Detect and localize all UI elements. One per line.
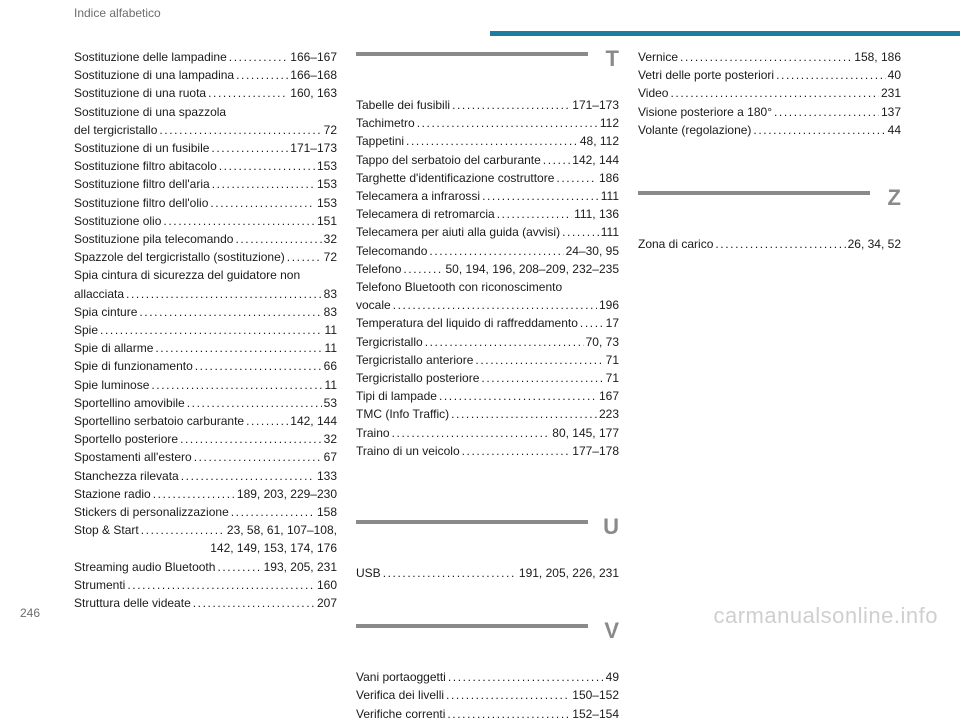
index-term: Temperatura del liquido di raffreddamento xyxy=(356,316,578,331)
index-term: Struttura delle videate xyxy=(74,596,191,611)
index-pages: 153 xyxy=(316,195,337,210)
section-letter: U xyxy=(603,514,619,540)
index-pages: 153 xyxy=(316,159,337,174)
dot-leader xyxy=(543,151,570,169)
index-entry xyxy=(74,139,337,157)
index-pages: 112 xyxy=(599,116,619,131)
index-term: Vernice xyxy=(638,50,679,64)
index-entry xyxy=(74,303,337,321)
index-pages: 11 xyxy=(324,341,337,356)
index-entry xyxy=(74,576,337,594)
index-term: Stop & Start xyxy=(74,523,139,538)
dot-leader xyxy=(580,314,604,332)
index-pages: 191, 205, 226, 231 xyxy=(518,566,619,581)
index-term: Stazione radio xyxy=(74,486,151,501)
index-entry xyxy=(356,169,619,187)
page-header-title: Indice alfabetico xyxy=(74,6,161,20)
index-pages: 158 xyxy=(316,505,337,520)
dot-leader xyxy=(126,285,322,303)
index-pages: 70, 73 xyxy=(585,334,619,349)
dot-leader xyxy=(562,223,599,241)
index-entry xyxy=(74,212,337,230)
index-term: Tachimetro xyxy=(356,116,415,131)
dot-leader xyxy=(406,132,578,150)
dot-leader xyxy=(153,485,235,503)
dot-leader xyxy=(774,103,879,121)
index-entry xyxy=(356,351,619,369)
index-entry xyxy=(356,405,619,423)
index-term: Sostituzione olio xyxy=(74,213,162,228)
index-column-1 xyxy=(74,48,337,612)
index-term: Telecamera per aiuti alla guida (avvisi) xyxy=(356,225,561,240)
index-pages: 171–173 xyxy=(290,141,337,156)
index-pages: 67 xyxy=(323,450,337,465)
index-entry xyxy=(356,205,619,223)
index-entry xyxy=(356,223,619,241)
index-entry xyxy=(638,103,901,121)
index-pages: 111 xyxy=(600,189,619,204)
dot-leader xyxy=(219,157,315,175)
index-pages: 158, 186 xyxy=(854,50,901,64)
dot-leader xyxy=(159,121,321,139)
dot-leader xyxy=(236,66,288,84)
index-term: Zona di carico xyxy=(638,237,714,252)
dot-leader xyxy=(447,705,570,723)
index-entry xyxy=(74,357,337,375)
index-entry xyxy=(74,339,337,357)
index-entry xyxy=(74,430,337,448)
dot-leader xyxy=(393,296,597,314)
dot-leader xyxy=(195,357,322,375)
index-entry xyxy=(356,260,619,278)
index-pages: 44 xyxy=(887,122,901,137)
dot-leader xyxy=(425,333,584,351)
index-pages: 196 xyxy=(598,298,619,313)
index-term: Spie xyxy=(74,323,99,338)
index-entry xyxy=(74,248,337,266)
index-pages: 11 xyxy=(324,323,337,338)
index-pages: 26, 34, 52 xyxy=(847,237,901,252)
index-pages: 23, 58, 61, 107–108, xyxy=(226,523,337,538)
dot-leader xyxy=(208,84,288,102)
index-term: Sostituzione filtro dell'aria xyxy=(74,177,210,192)
section-letter: V xyxy=(604,618,619,644)
index-term: Sostituzione delle lampadine xyxy=(74,50,227,64)
index-pages: 32 xyxy=(323,232,337,247)
section-t-entries xyxy=(356,96,619,460)
index-entry xyxy=(356,187,619,205)
dot-leader xyxy=(155,339,322,357)
index-entry xyxy=(74,521,337,539)
index-term: Sostituzione pila telecomando xyxy=(74,232,234,247)
index-pages: 133 xyxy=(316,468,337,483)
index-term: Telecamera di retromarcia xyxy=(356,207,495,222)
index-entry xyxy=(638,48,901,66)
index-entry xyxy=(356,387,619,405)
index-term: Streaming audio Bluetooth xyxy=(74,559,216,574)
index-entry xyxy=(74,503,337,521)
index-term: Spie luminose xyxy=(74,377,150,392)
index-entry xyxy=(356,314,619,332)
section-heading-z xyxy=(638,187,901,227)
index-term: Video xyxy=(638,86,669,101)
dot-leader xyxy=(180,430,322,448)
index-entry xyxy=(74,412,337,430)
section-letter: T xyxy=(605,46,619,71)
index-term: Sportello posteriore xyxy=(74,432,179,447)
index-entry xyxy=(356,333,619,351)
index-term: Telecamera a infrarossi xyxy=(356,189,481,204)
index-term: Spazzole del tergicristallo (sostituzione) xyxy=(74,250,285,265)
index-pages: 207 xyxy=(316,596,337,611)
index-entry xyxy=(356,686,619,704)
dot-leader xyxy=(680,48,852,66)
index-term: del tergicristallo xyxy=(74,122,158,137)
index-term: Stanchezza rilevata xyxy=(74,468,179,483)
index-entry xyxy=(74,376,337,394)
index-term-line1: Sostituzione di una spazzola xyxy=(74,104,227,119)
index-term: Spie di funzionamento xyxy=(74,359,193,374)
index-term: Verifica dei livelli xyxy=(356,688,445,703)
dot-leader xyxy=(141,521,225,539)
index-entry xyxy=(638,84,901,102)
index-term: Tergicristallo posteriore xyxy=(356,371,480,386)
index-entry xyxy=(356,132,619,150)
section-rule xyxy=(356,624,588,628)
dot-leader xyxy=(127,576,315,594)
index-column-3 xyxy=(638,48,901,253)
index-term: Spia cinture xyxy=(74,304,138,319)
index-pages: 153 xyxy=(316,177,337,192)
index-entry xyxy=(74,175,337,193)
index-term: Sostituzione di una ruota xyxy=(74,86,207,101)
index-entry-line2 xyxy=(74,121,337,139)
section-rule xyxy=(356,520,588,524)
index-entry xyxy=(74,230,337,248)
dot-leader xyxy=(451,405,597,423)
dot-leader xyxy=(417,114,598,132)
index-pages: 83 xyxy=(323,304,337,319)
dot-leader xyxy=(497,205,572,223)
index-pages: 17 xyxy=(605,316,619,331)
index-entry xyxy=(356,705,619,723)
index-entry xyxy=(74,448,337,466)
index-entry xyxy=(356,96,619,114)
index-pages: 72 xyxy=(323,250,337,265)
dot-leader xyxy=(229,48,289,66)
dot-leader xyxy=(481,369,603,387)
index-pages: 160, 163 xyxy=(290,86,337,101)
index-term: Sportellino serbatoio carburante xyxy=(74,414,245,429)
index-pages: 142, 149, 153, 174, 176 xyxy=(210,541,337,556)
index-entry xyxy=(74,157,337,175)
dot-leader xyxy=(139,303,321,321)
index-pages: 72 xyxy=(323,122,337,137)
section-rule xyxy=(356,52,588,56)
dot-leader xyxy=(482,187,599,205)
dot-leader xyxy=(210,194,315,212)
index-entry xyxy=(74,103,337,139)
index-pages: 186 xyxy=(598,170,619,185)
index-entry xyxy=(74,467,337,485)
section-heading-v xyxy=(356,620,619,660)
index-entry xyxy=(638,121,901,139)
index-pages: 24–30, 95 xyxy=(565,243,619,258)
dot-leader xyxy=(670,84,878,102)
index-entry xyxy=(74,321,337,339)
index-term: Volante (regolazione) xyxy=(638,122,752,137)
index-term: Targhette d'identificazione costruttore xyxy=(356,170,555,185)
dot-leader xyxy=(383,564,517,582)
section-v-continued-entries xyxy=(638,48,901,139)
section-letter: Z xyxy=(887,185,901,211)
index-column-2 xyxy=(356,48,619,723)
index-pages: 142, 144 xyxy=(572,152,619,167)
dot-leader xyxy=(556,169,597,187)
dot-leader xyxy=(446,686,570,704)
index-pages: 177–178 xyxy=(572,443,619,458)
index-entry xyxy=(74,558,337,576)
index-pages: 40 xyxy=(887,68,901,83)
dot-leader xyxy=(403,260,443,278)
dot-leader xyxy=(448,668,604,686)
section-heading-t xyxy=(356,48,619,88)
dot-leader xyxy=(287,248,322,266)
index-term: Traino di un veicolo xyxy=(356,443,460,458)
index-term: Sostituzione filtro dell'olio xyxy=(74,195,209,210)
watermark: carmanualsonline.info xyxy=(713,603,938,628)
section-u-entries xyxy=(356,564,619,582)
index-entry xyxy=(356,564,619,582)
index-term: Traino xyxy=(356,425,390,440)
index-pages: 80, 145, 177 xyxy=(552,425,619,440)
index-entry xyxy=(74,266,337,302)
dot-leader xyxy=(163,212,315,230)
index-term: Telefono xyxy=(356,261,402,276)
index-term: Tergicristallo xyxy=(356,334,423,349)
index-pages: 167 xyxy=(598,389,619,404)
section-rule xyxy=(638,191,870,195)
index-pages: 231 xyxy=(880,86,901,101)
index-term: Spie di allarme xyxy=(74,341,154,356)
index-term: Vani portaoggetti xyxy=(356,670,446,685)
dot-leader xyxy=(231,503,315,521)
index-pages: 152–154 xyxy=(572,706,619,721)
dot-leader xyxy=(462,442,571,460)
dot-leader xyxy=(100,321,323,339)
index-entry xyxy=(356,242,619,260)
index-pages: 223 xyxy=(598,407,619,422)
index-pages: 111, 136 xyxy=(574,207,619,222)
index-term: Strumenti xyxy=(74,577,126,592)
index-term: Spostamenti all'estero xyxy=(74,450,192,465)
index-entry-line2 xyxy=(356,296,619,314)
index-term: Tappo del serbatoio del carburante xyxy=(356,152,541,167)
dot-leader xyxy=(151,376,322,394)
index-pages: 142, 144 xyxy=(290,414,337,429)
dot-leader xyxy=(217,558,261,576)
index-pages: 166–168 xyxy=(290,68,337,83)
index-pages: 11 xyxy=(324,377,337,392)
index-entry-line2 xyxy=(74,285,337,303)
index-term: Tabelle dei fusibili xyxy=(356,98,451,112)
dot-leader xyxy=(211,139,288,157)
index-entry xyxy=(356,424,619,442)
index-pages: 49 xyxy=(605,670,619,685)
index-entry xyxy=(356,369,619,387)
index-term: Sportellino amovibile xyxy=(74,395,185,410)
index-pages: 150–152 xyxy=(572,688,619,703)
index-pages: 189, 203, 229–230 xyxy=(236,486,337,501)
index-entry xyxy=(74,84,337,102)
index-term: Sostituzione di una lampadina xyxy=(74,68,235,83)
index-pages: 71 xyxy=(605,352,619,367)
index-entry xyxy=(356,668,619,686)
index-entry xyxy=(74,66,337,84)
dot-leader xyxy=(429,242,563,260)
index-pages: 193, 205, 231 xyxy=(263,559,337,574)
index-term: Sostituzione filtro abitacolo xyxy=(74,159,217,174)
index-entry xyxy=(356,114,619,132)
index-term: Visione posteriore a 180° xyxy=(638,104,772,119)
index-term-line1: Spia cintura di sicurezza del guidatore non xyxy=(74,268,301,283)
index-pages: 111 xyxy=(600,225,619,240)
index-term: Telecomando xyxy=(356,243,428,258)
index-entry xyxy=(638,235,901,253)
index-entry xyxy=(74,394,337,412)
dot-leader xyxy=(193,594,315,612)
index-term: Tappetini xyxy=(356,134,405,149)
index-term: Verifiche correnti xyxy=(356,706,446,721)
index-pages: 48, 112 xyxy=(579,134,619,149)
index-entry xyxy=(356,151,619,169)
dot-leader xyxy=(246,412,288,430)
index-pages: 83 xyxy=(323,286,337,301)
index-term-line1: Telefono Bluetooth con riconoscimento xyxy=(356,280,563,295)
index-entry xyxy=(638,66,901,84)
index-pages: 166–167 xyxy=(290,50,337,64)
dot-leader xyxy=(187,394,322,412)
index-pages: 171–173 xyxy=(572,98,619,112)
index-entry xyxy=(356,442,619,460)
index-entry xyxy=(74,48,337,66)
dot-leader xyxy=(235,230,321,248)
index-entry xyxy=(356,278,619,314)
index-pages: 71 xyxy=(605,371,619,386)
index-pages: 160 xyxy=(316,577,337,592)
index-term: Tipi di lampade xyxy=(356,389,437,404)
index-entry xyxy=(74,594,337,612)
index-term: Tergicristallo anteriore xyxy=(356,352,474,367)
dot-leader xyxy=(194,448,322,466)
dot-leader xyxy=(715,235,845,253)
index-term: USB xyxy=(356,566,381,581)
dot-leader xyxy=(439,387,597,405)
index-term: Vetri delle porte posteriori xyxy=(638,68,775,83)
index-pages: 137 xyxy=(880,104,901,119)
dot-leader xyxy=(392,424,551,442)
dot-leader xyxy=(776,66,886,84)
index-pages: 32 xyxy=(323,432,337,447)
index-entry xyxy=(74,485,337,503)
index-term: allacciata xyxy=(74,286,125,301)
index-pages: 66 xyxy=(323,359,337,374)
dot-leader xyxy=(452,96,570,114)
section-z-entries xyxy=(638,235,901,253)
index-pages: 53 xyxy=(323,395,337,410)
index-term: Sostituzione di un fusibile xyxy=(74,141,210,156)
dot-leader xyxy=(753,121,885,139)
section-heading-u xyxy=(356,516,619,556)
index-term: TMC (Info Traffic) xyxy=(356,407,450,422)
index-term: Stickers di personalizzazione xyxy=(74,505,229,520)
index-entry xyxy=(74,194,337,212)
dot-leader xyxy=(212,175,315,193)
index-term: vocale xyxy=(356,298,391,313)
index-pages: 151 xyxy=(316,213,337,228)
dot-leader xyxy=(181,467,315,485)
index-pages-continued xyxy=(74,539,337,557)
dot-leader xyxy=(475,351,603,369)
header-accent-bar xyxy=(490,31,960,36)
page-number: 246 xyxy=(20,606,41,620)
section-v-entries xyxy=(356,668,619,723)
index-pages: 50, 194, 196, 208–209, 232–235 xyxy=(445,261,619,276)
